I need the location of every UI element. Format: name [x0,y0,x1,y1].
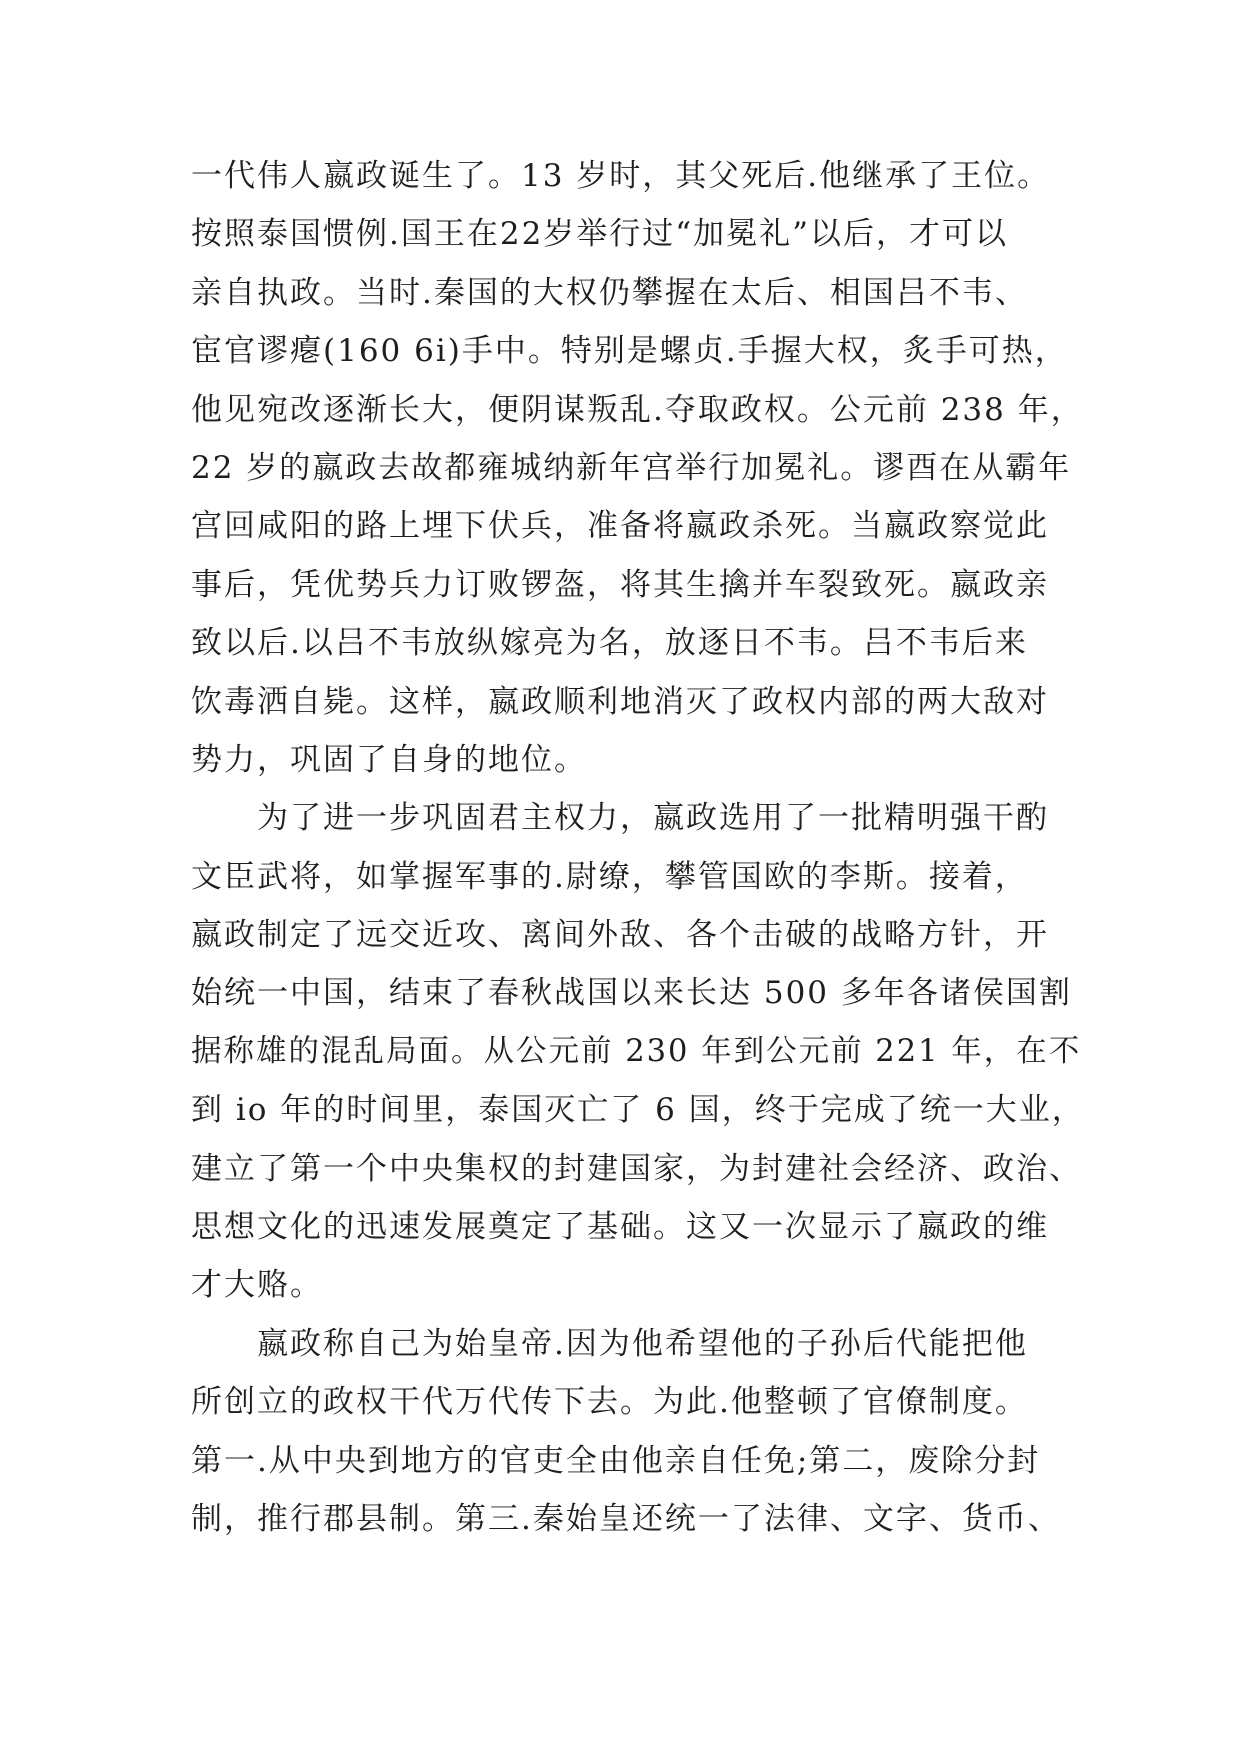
text-line-23: 第一.从中央到地方的官吏全由他亲自任免;第二，废除分封 [191,1442,1041,1479]
text-line-24: 制，推行郡县制。第三.秦始皇还统一了法律、文字、货币、 [191,1500,1061,1537]
text-line-3: 亲自执政。当时.秦国的大权仍攀握在太后、相国吕不韦、 [191,274,1028,311]
paragraph-start-line-21: 嬴政称自己为始皇帝.因为他希望他的子孙后代能把他 [257,1325,1028,1362]
text-line-5: 他见宛改逐渐长大，便阴谋叛乱.夺取政权。公元前 238 年， [191,391,1084,428]
text-line-17: 到 io 年的时间里，泰国灭亡了 6 国，终于完成了统一大业， [191,1092,1085,1129]
text-line-22: 所创立的政权干代万代传下去。为此.他整顿了官僚制度。 [191,1384,1028,1421]
text-line-9: 致以后.以吕不韦放纵嫁亮为名，放逐日不韦。吕不韦后来 [191,625,1028,662]
body-text [191,160,1091,1561]
text-line-16: 据称雄的混乱局面。从公元前 230 年到公元前 221 年，在不 [191,1033,1082,1069]
text-line-7: 宫回咸阳的路上埋下伏兵，准备将嬴政杀死。当嬴政察觉此 [191,508,1049,545]
text-line-19: 思想文化的迅速发展奠定了基础。这又一次显示了嬴政的维 [191,1209,1049,1246]
text-line-1: 一代伟人嬴政诞生了。13 岁时，其父死后.他继承了王位。 [191,158,1051,194]
text-line-6: 22 岁的嬴政去故都雍城纳新年宫举行加冕礼。谬酉在从霸年 [191,449,1072,486]
text-line-14: 嬴政制定了远交近攻、离间外敌、各个击破的战略方针，开 [191,917,1049,954]
text-line-10: 饮毒洒自毙。这样，嬴政顺利地消灭了政权内部的两大敌对 [191,683,1049,720]
text-line-8: 事后，凭优势兵力订败锣盔，将其生擒并车裂致死。嬴政亲 [191,566,1049,603]
paragraph-start-line-12: 为了进一步巩固君主权力，嬴政选用了一批精明强干酌 [257,800,1049,837]
text-line-11: 势力，巩固了自身的地位。 [191,741,587,778]
text-line-4: 宦官谬瘪(160 6i)手中。特别是螺贞.手握大权，炙手可热， [191,333,1068,370]
text-line-15: 始统一中国，结束了春秋战国以来长达 500 多年各诸侯国割 [191,975,1072,1012]
text-line-13: 文臣武将，如掌握军事的.尉缭，攀管国欧的李斯。接着， [191,858,1028,895]
text-line-18: 建立了第一个中央集权的封建国家，为封建社会经济、政治、 [191,1150,1082,1187]
text-line-20: 才大赂。 [191,1267,323,1304]
text-line-2: 按照泰国惯例.国王在22岁举行过“加冕礼”以后，才可以 [191,216,1008,253]
